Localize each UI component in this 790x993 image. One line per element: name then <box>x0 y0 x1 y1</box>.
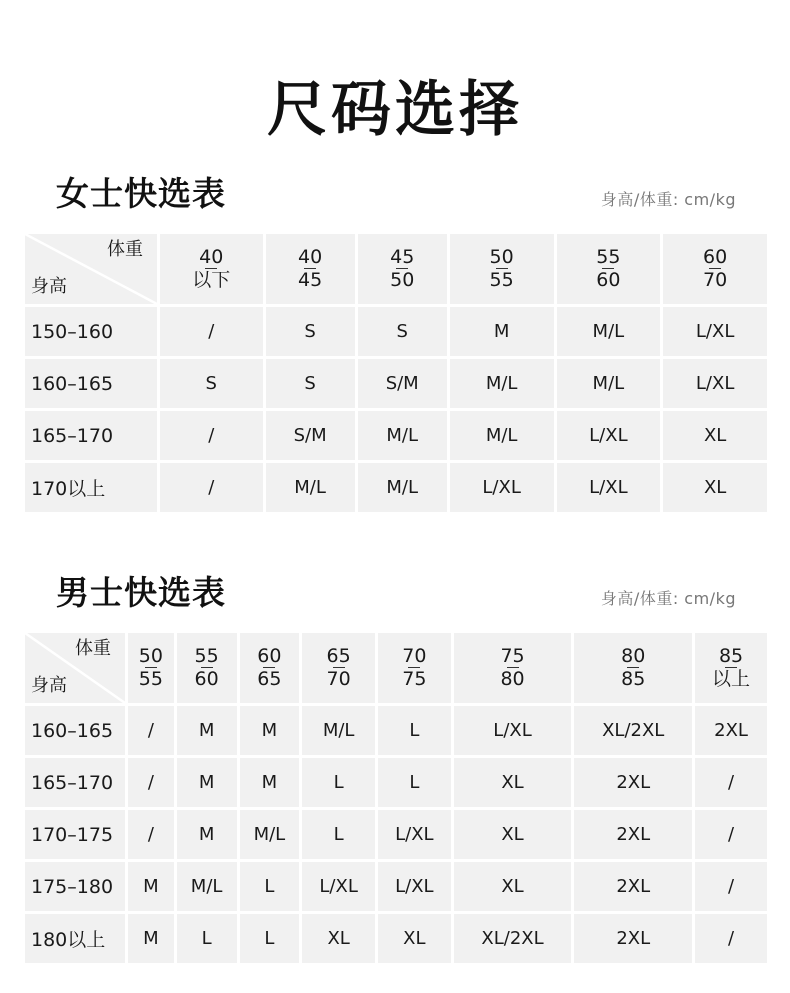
size-cell: L/XL <box>454 706 572 755</box>
weight-range-header <box>557 234 661 304</box>
table-row <box>25 463 767 512</box>
weight-range-to: 70 <box>326 667 351 690</box>
size-cell: L <box>240 862 300 911</box>
weight-range-from: 55 <box>596 245 621 268</box>
weight-range-to: 85 <box>621 667 646 690</box>
table-row <box>25 862 767 911</box>
weight-range-to: 70 <box>703 268 728 291</box>
corner-cell <box>25 633 125 703</box>
weight-range-from: 45 <box>390 245 415 268</box>
height-range-label: 160–165 <box>25 706 125 755</box>
height-range-label: 165–170 <box>25 411 157 460</box>
corner-height-label: 身高 <box>31 276 67 298</box>
corner-height-label: 身高 <box>31 675 67 697</box>
size-cell: XL/2XL <box>454 914 572 963</box>
size-cell: M/L <box>450 411 554 460</box>
size-cell: L <box>378 706 451 755</box>
size-cell: L <box>302 810 375 859</box>
weight-range-to: 65 <box>257 667 282 690</box>
height-range-label: 170–175 <box>25 810 125 859</box>
size-cell: M/L <box>557 307 661 356</box>
height-range-label: 175–180 <box>25 862 125 911</box>
weight-range-header <box>266 234 355 304</box>
size-cell: M/L <box>266 463 355 512</box>
weight-range-to: 50 <box>390 268 415 291</box>
size-cell: 2XL <box>574 862 692 911</box>
size-cell: / <box>128 706 174 755</box>
size-cell: M <box>450 307 554 356</box>
size-cell: S <box>358 307 447 356</box>
weight-range-header <box>177 633 237 703</box>
weight-range-from: 60 <box>257 644 282 667</box>
weight-range-to: 45 <box>298 268 323 291</box>
table-row <box>25 914 767 963</box>
size-cell: L/XL <box>378 862 451 911</box>
size-cell: M/L <box>358 463 447 512</box>
size-cell: S/M <box>266 411 355 460</box>
weight-range-to: 以下 <box>192 268 231 291</box>
weight-range-header <box>574 633 692 703</box>
size-cell: XL <box>302 914 375 963</box>
size-cell: XL <box>378 914 451 963</box>
table-header-row <box>25 633 767 703</box>
table-row <box>25 810 767 859</box>
size-cell: 2XL <box>574 810 692 859</box>
women-unit-note: 身高/体重: cm/kg <box>600 190 736 209</box>
weight-range-to: 60 <box>194 667 219 690</box>
size-cell: XL <box>454 862 572 911</box>
weight-range-to: 75 <box>402 667 427 690</box>
weight-range-header <box>695 633 767 703</box>
page-title: 尺码选择 <box>267 75 523 145</box>
size-cell: M/L <box>302 706 375 755</box>
size-cell: / <box>160 463 263 512</box>
women-size-table <box>22 231 770 515</box>
size-cell: / <box>695 810 767 859</box>
size-cell: L/XL <box>557 411 661 460</box>
table-header-row <box>25 234 767 304</box>
size-cell: L/XL <box>557 463 661 512</box>
size-cell: XL <box>454 810 572 859</box>
size-cell: / <box>695 914 767 963</box>
height-range-label: 160–165 <box>25 359 157 408</box>
size-cell: L <box>177 914 237 963</box>
size-cell: M <box>177 758 237 807</box>
size-cell: XL <box>663 411 767 460</box>
size-cell: / <box>128 758 174 807</box>
weight-range-header <box>128 633 174 703</box>
size-cell: L <box>302 758 375 807</box>
weight-range-from: 40 <box>199 245 224 268</box>
table-row <box>25 359 767 408</box>
men-section-title: 男士快选表 <box>56 573 226 612</box>
size-cell: L/XL <box>663 307 767 356</box>
height-range-label: 180以上 <box>25 914 125 963</box>
corner-cell <box>25 234 157 304</box>
weight-range-header <box>378 633 451 703</box>
size-cell: M <box>240 758 300 807</box>
weight-range-header <box>302 633 375 703</box>
weight-range-header <box>240 633 300 703</box>
size-cell: M <box>177 706 237 755</box>
size-cell: S <box>266 359 355 408</box>
weight-range-from: 55 <box>194 644 219 667</box>
weight-range-from: 70 <box>402 644 427 667</box>
size-cell: 2XL <box>574 758 692 807</box>
weight-range-header <box>454 633 572 703</box>
weight-range-to: 55 <box>489 268 514 291</box>
size-cell: S <box>160 359 263 408</box>
size-cell: L <box>240 914 300 963</box>
weight-range-to: 以上 <box>712 667 751 690</box>
weight-range-header <box>160 234 263 304</box>
weight-range-to: 60 <box>596 268 621 291</box>
size-cell: M/L <box>450 359 554 408</box>
height-range-label: 150–160 <box>25 307 157 356</box>
size-cell: L <box>378 758 451 807</box>
height-range-label: 165–170 <box>25 758 125 807</box>
size-cell: L/XL <box>302 862 375 911</box>
size-cell: / <box>695 862 767 911</box>
size-cell: M/L <box>177 862 237 911</box>
size-cell: M <box>177 810 237 859</box>
size-cell: / <box>160 307 263 356</box>
size-cell: / <box>695 758 767 807</box>
table-row <box>25 758 767 807</box>
men-unit-note: 身高/体重: cm/kg <box>600 589 736 608</box>
men-size-table <box>22 630 770 966</box>
size-cell: S/M <box>358 359 447 408</box>
table-row <box>25 411 767 460</box>
weight-range-from: 60 <box>703 245 728 268</box>
weight-range-from: 65 <box>326 644 351 667</box>
size-cell: M <box>240 706 300 755</box>
weight-range-from: 50 <box>489 245 514 268</box>
table-row <box>25 307 767 356</box>
size-cell: S <box>266 307 355 356</box>
size-cell: M <box>128 914 174 963</box>
size-cell: 2XL <box>574 914 692 963</box>
height-range-label: 170以上 <box>25 463 157 512</box>
size-cell: L/XL <box>663 359 767 408</box>
size-cell: / <box>128 810 174 859</box>
weight-range-header <box>450 234 554 304</box>
weight-range-to: 55 <box>138 667 163 690</box>
weight-range-to: 80 <box>500 667 525 690</box>
size-cell: M <box>128 862 174 911</box>
women-section-title: 女士快选表 <box>56 174 226 213</box>
weight-range-from: 40 <box>298 245 323 268</box>
size-cell: / <box>160 411 263 460</box>
size-cell: L/XL <box>378 810 451 859</box>
size-cell: XL <box>454 758 572 807</box>
size-cell: XL <box>663 463 767 512</box>
size-cell: M/L <box>240 810 300 859</box>
size-cell: XL/2XL <box>574 706 692 755</box>
size-cell: 2XL <box>695 706 767 755</box>
size-cell: L/XL <box>450 463 554 512</box>
table-row <box>25 706 767 755</box>
weight-range-header <box>663 234 767 304</box>
weight-range-header <box>358 234 447 304</box>
corner-weight-label: 体重 <box>75 638 111 659</box>
weight-range-from: 50 <box>138 644 163 667</box>
weight-range-from: 85 <box>718 644 744 667</box>
corner-weight-label: 体重 <box>107 239 143 260</box>
size-cell: M/L <box>358 411 447 460</box>
weight-range-from: 80 <box>621 644 646 667</box>
weight-range-from: 75 <box>500 644 525 667</box>
size-cell: M/L <box>557 359 661 408</box>
